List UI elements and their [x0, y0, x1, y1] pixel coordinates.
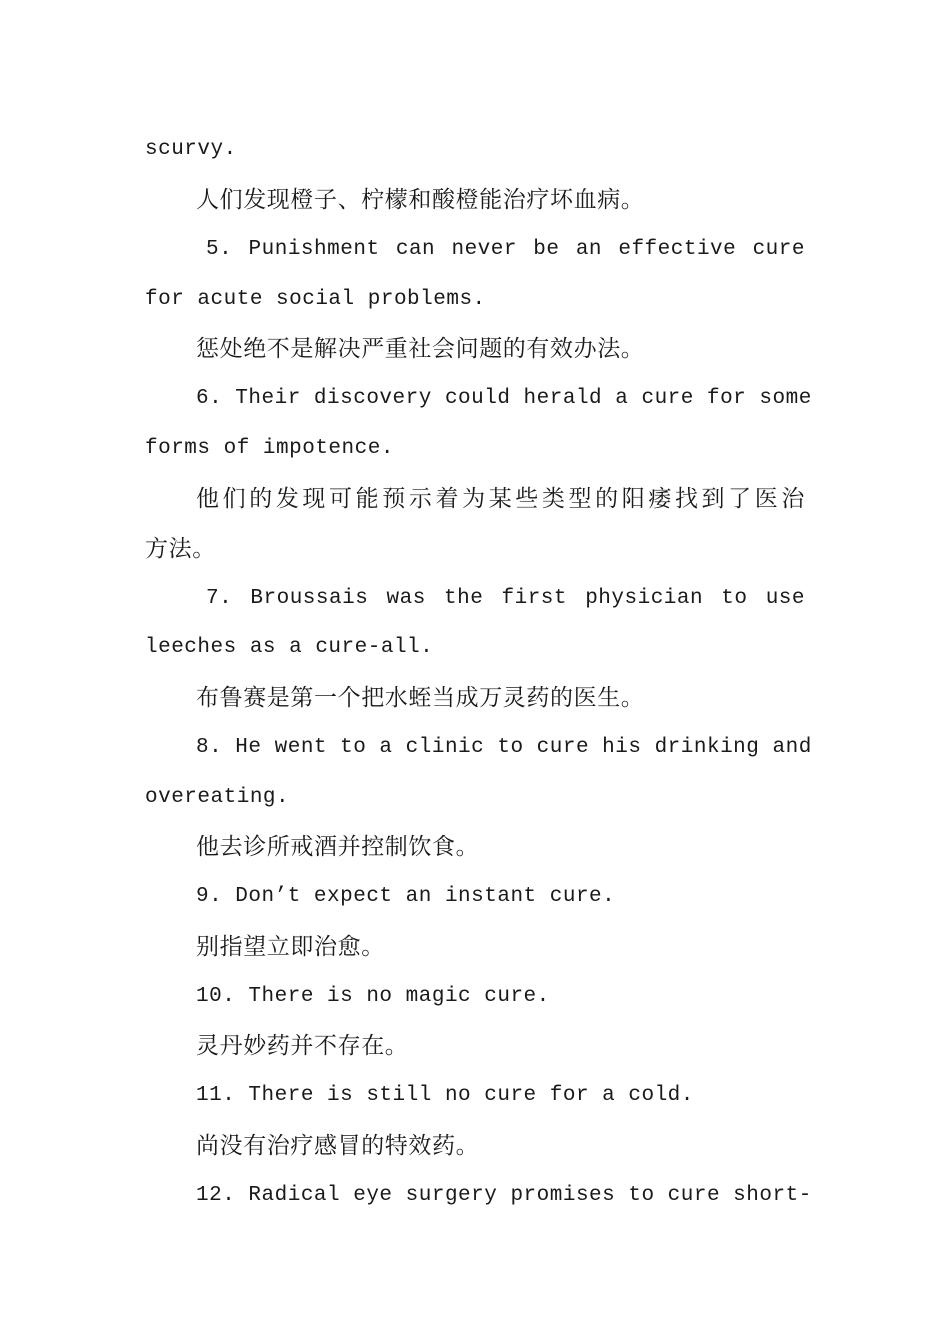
translation-line: 灵丹妙药并不存在。	[196, 1033, 409, 1059]
translation-line: 他去诊所戒酒并控制饮食。	[196, 834, 480, 860]
translation-line: 人们发现橙子、柠檬和酸橙能治疗坏血病。	[196, 187, 645, 213]
example-sentence-7: 7. Broussais was the first physician to use	[206, 587, 805, 610]
example-sentence-10: 10. There is no magic cure.	[196, 985, 550, 1008]
translation-line: 布鲁赛是第一个把水蛭当成万灵药的医生。	[196, 685, 645, 711]
text-line: overeating.	[145, 786, 290, 809]
translation-line: 尚没有治疗感冒的特效药。	[196, 1133, 480, 1159]
example-sentence-6: 6. Their discovery could herald a cure for some	[196, 387, 812, 410]
text-line: scurvy.	[145, 138, 237, 161]
translation-line: 方法。	[145, 536, 216, 562]
translation-line: 惩处绝不是解决严重社会问题的有效办法。	[196, 336, 645, 362]
example-sentence-8: 8. He went to a clinic to cure his drinking and	[196, 736, 812, 759]
example-sentence-9: 9. Don’t expect an instant cure.	[196, 885, 616, 908]
translation-line: 他们的发现可能预示着为某些类型的阳痿找到了医治	[196, 486, 805, 512]
text-line: forms of impotence.	[145, 437, 394, 460]
text-line: for acute social problems.	[145, 288, 486, 311]
example-sentence-11: 11. There is still no cure for a cold.	[196, 1084, 694, 1107]
translation-line: 别指望立即治愈。	[196, 934, 385, 960]
example-sentence-5: 5. Punishment can never be an effective cure	[206, 238, 805, 261]
example-sentence-12: 12. Radical eye surgery promises to cure short-	[196, 1184, 812, 1207]
text-line: leeches as a cure-all.	[145, 636, 434, 659]
